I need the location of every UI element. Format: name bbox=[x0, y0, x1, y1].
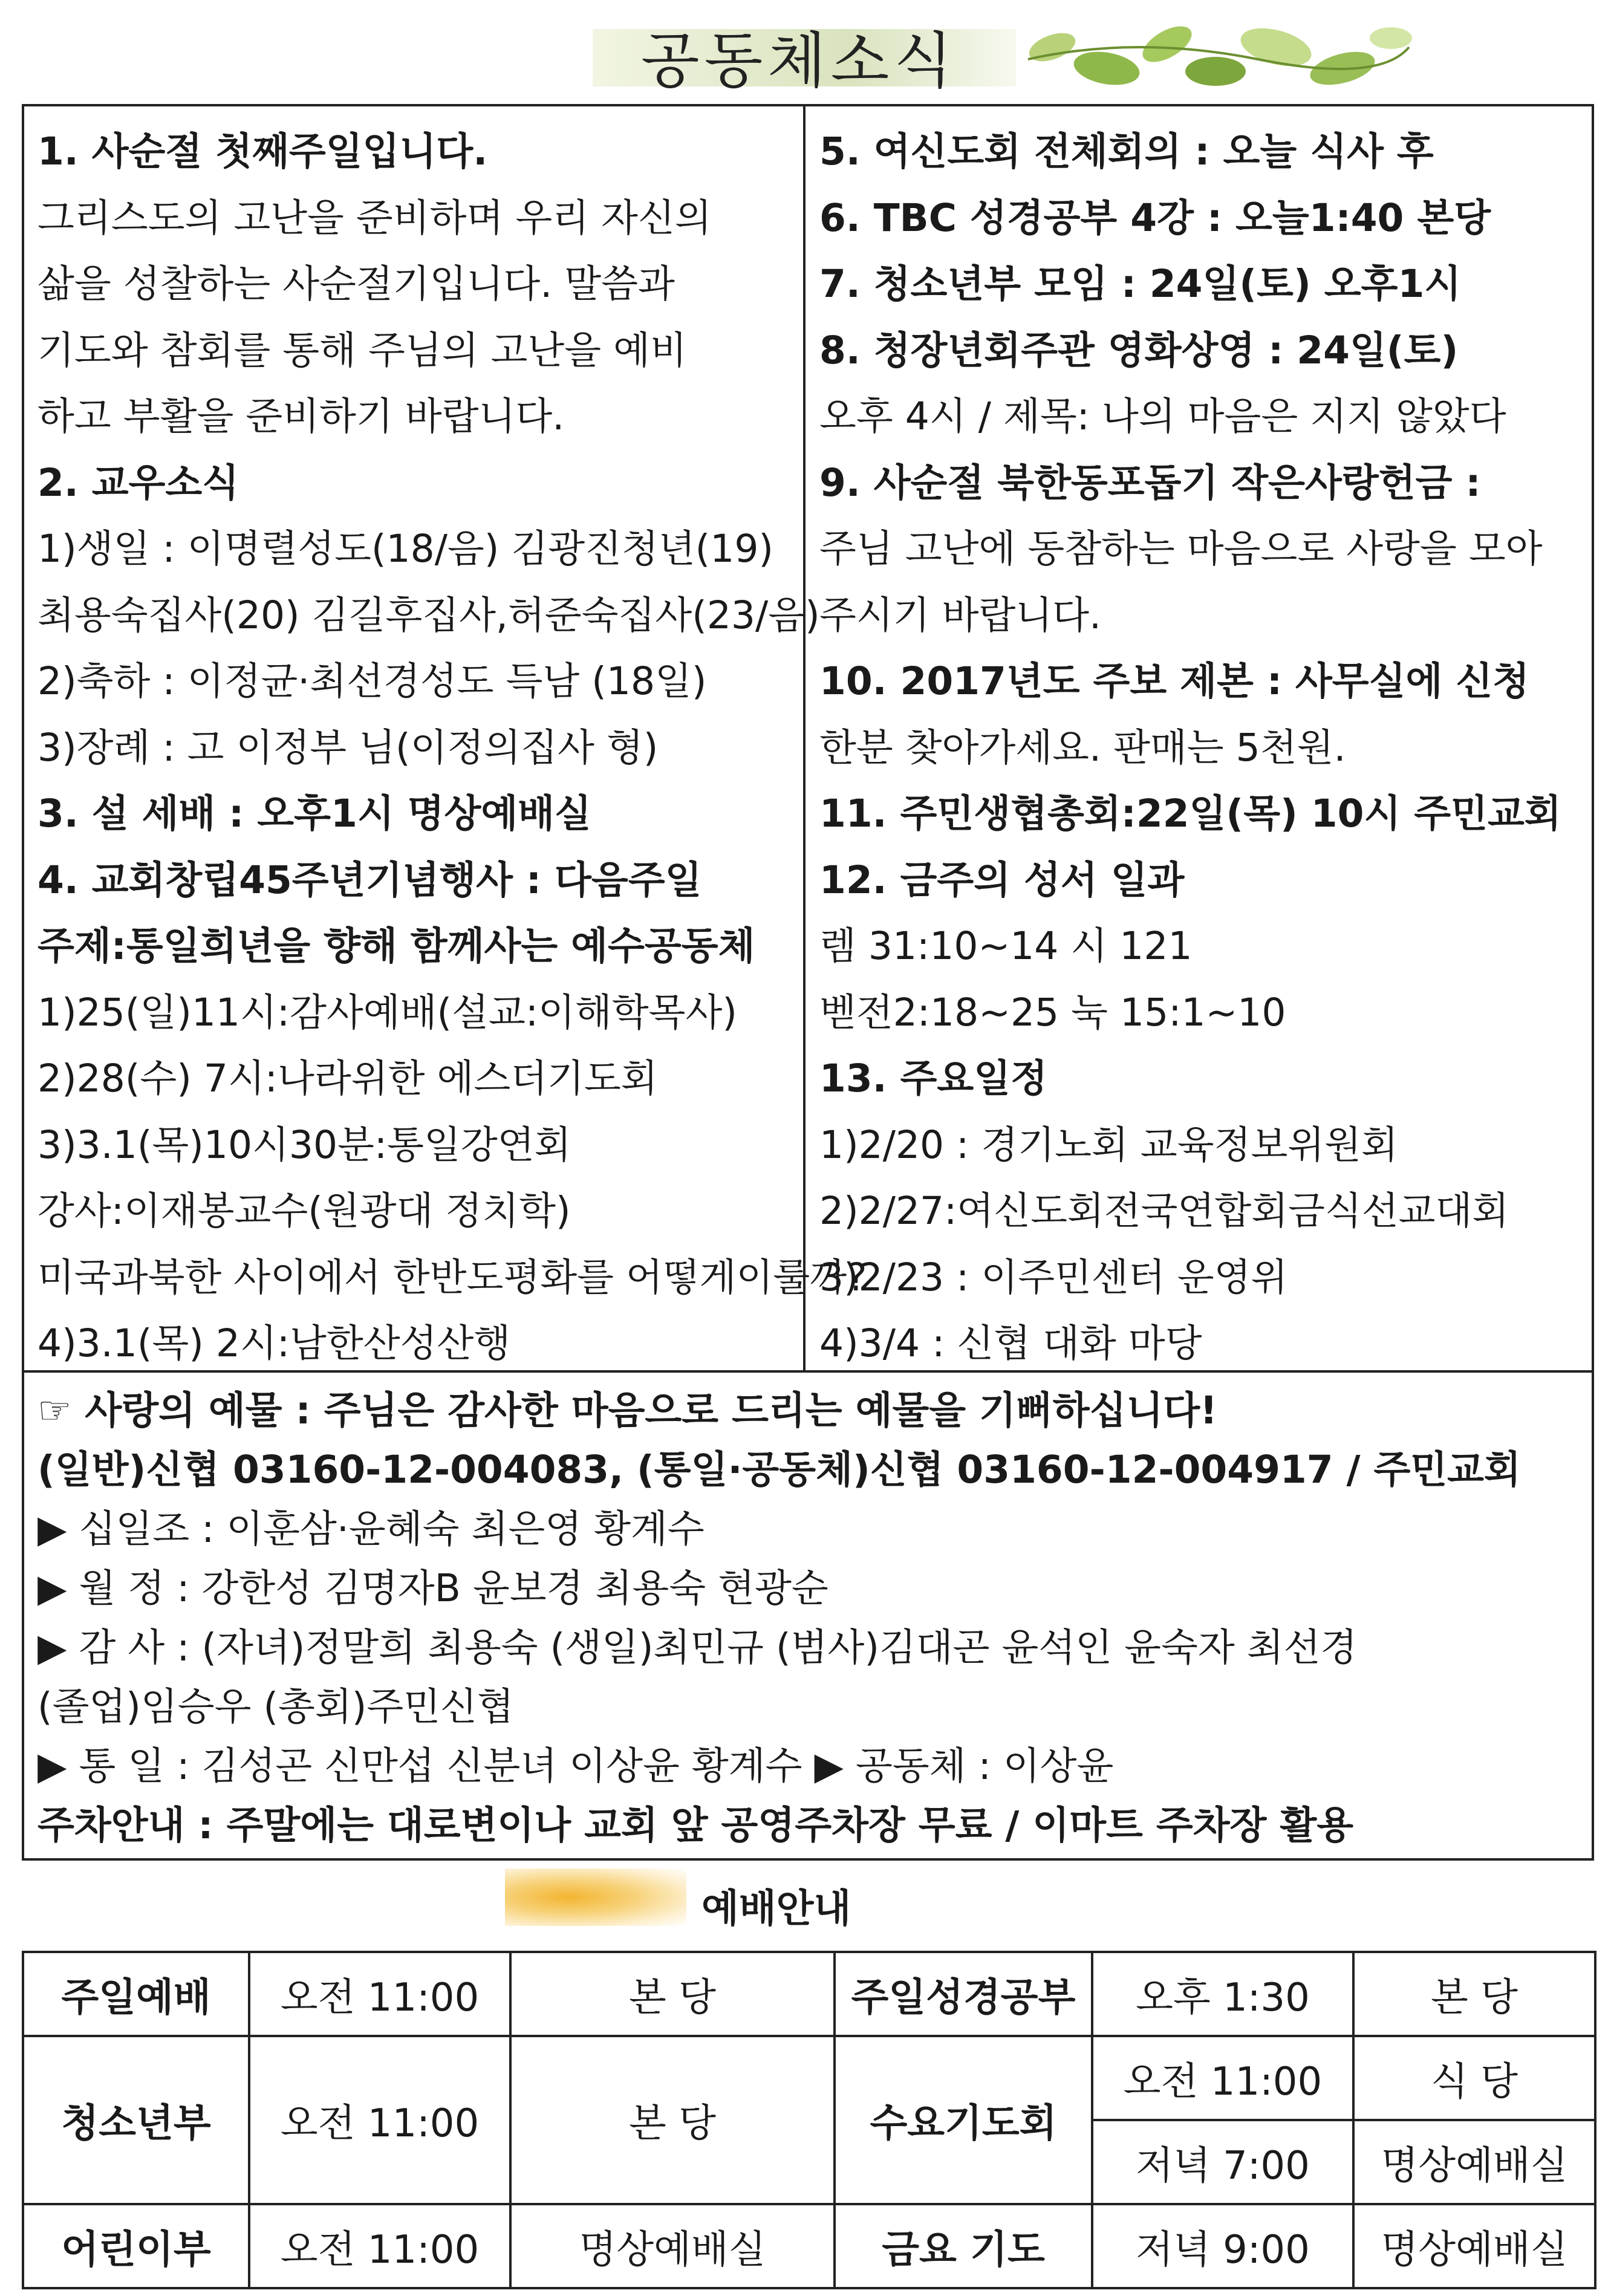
section-divider bbox=[22, 1370, 1594, 1373]
service-time: 오전 11:00 저녁 7:00 bbox=[1092, 2036, 1353, 2204]
service-place: 본 당 bbox=[1353, 1952, 1595, 2036]
lower-line: (졸업)임승우 (총회)주민신협 bbox=[37, 1685, 514, 1729]
left-line: 그리스도의 고난을 준비하며 우리 자신의 bbox=[37, 195, 712, 240]
service-row bbox=[23, 2036, 1595, 2204]
lower-line: (일반)신협 03160-12-004083, (통일·공동체)신협 03160-12-004917 / 주민교회 bbox=[37, 1448, 1521, 1492]
left-line: 주제:통일희년을 향해 함께사는 예수공동체 bbox=[37, 924, 755, 968]
left-line: 하고 부활을 준비하기 바랍니다. bbox=[37, 394, 565, 438]
lower-line: ▶ 통 일 : 김성곤 신만섭 신분녀 이상윤 황계수 ▶ 공동체 : 이상윤 bbox=[37, 1744, 1114, 1788]
left-line: 3)장례 : 고 이정부 님(이정의집사 형) bbox=[37, 725, 659, 770]
left-line: 4. 교회창립45주년기념행사 : 다음주일 bbox=[37, 857, 702, 902]
service-place: 본 당 bbox=[510, 2036, 835, 2204]
service-time: 오전 11:00 bbox=[249, 2036, 510, 2204]
right-line: 11. 주민생협총회:22일(목) 10시 주민교회 bbox=[819, 792, 1561, 836]
right-line: 5. 여신도회 전체회의 : 오늘 식사 후 bbox=[819, 129, 1434, 174]
service-time: 오전 11:00 bbox=[249, 1952, 510, 2036]
left-line: 기도와 참회를 통해 주님의 고난을 예비 bbox=[37, 328, 687, 372]
right-line: 4)3/4 : 신협 대화 마당 bbox=[819, 1321, 1202, 1365]
service-time: 오전 11:00 bbox=[249, 2204, 510, 2288]
left-line: 4)3.1(목) 2시:남한산성산행 bbox=[37, 1321, 511, 1365]
service-time: 오후 1:30 bbox=[1092, 1952, 1353, 2036]
lower-line: 주차안내 : 주말에는 대로변이나 교회 앞 공영주차장 무료 / 이마트 주차장 활용 bbox=[37, 1803, 1354, 1847]
right-line: 벧전2:18~25 눅 15:1~10 bbox=[819, 990, 1286, 1035]
right-line: 12. 금주의 성서 일과 bbox=[819, 857, 1185, 902]
left-line: 3)3.1(목)10시30분:통일강연회 bbox=[37, 1122, 571, 1167]
header bbox=[581, 5, 1439, 96]
right-line: 9. 사순절 북한동포돕기 작은사랑헌금 : bbox=[819, 460, 1481, 505]
page-title: 공동체소식 bbox=[641, 25, 957, 96]
left-line: 3. 설 세배 : 오후1시 명상예배실 bbox=[37, 792, 591, 836]
left-line: 강사:이재봉교수(원광대 정치학) bbox=[37, 1189, 571, 1233]
flower-decoration bbox=[505, 1868, 686, 1926]
right-line: 8. 청장년회주관 영화상영 : 24일(토) bbox=[819, 328, 1459, 372]
right-line: 주시기 바랍니다. bbox=[819, 593, 1102, 637]
service-time: 저녁 9:00 bbox=[1092, 2204, 1353, 2288]
lower-line: ▶ 십일조 : 이훈삼·윤혜숙 최은영 황계수 bbox=[37, 1507, 705, 1551]
service-place: 식 당 명상예배실 bbox=[1353, 2036, 1595, 2204]
right-line: 2)2/27:여신도회전국연합회금식선교대회 bbox=[819, 1189, 1509, 1233]
service-name: 금요 기도 bbox=[835, 2204, 1092, 2288]
lower-line: ▶ 감 사 : (자녀)정말희 최용숙 (생일)최민규 (범사)김대곤 윤석인 윤숙자 최선경 bbox=[37, 1625, 1358, 1670]
right-line: 오후 4시 / 제목: 나의 마음은 지지 않았다 bbox=[819, 394, 1506, 438]
right-line: 6. TBC 성경공부 4강 : 오늘1:40 본당 bbox=[819, 195, 1491, 240]
service-name: 청소년부 bbox=[23, 2036, 249, 2204]
right-line: 렘 31:10~14 시 121 bbox=[819, 924, 1193, 968]
right-line: 10. 2017년도 주보 제본 : 사무실에 신청 bbox=[819, 659, 1530, 703]
right-line: 한분 찾아가세요. 판매는 5천원. bbox=[819, 725, 1346, 770]
right-line: 1)2/20 : 경기노회 교육정보위원회 bbox=[819, 1122, 1398, 1167]
left-line: 2)28(수) 7시:나라위한 에스더기도회 bbox=[37, 1056, 658, 1101]
service-place: 명상예배실 bbox=[1353, 2204, 1595, 2288]
lower-line: ☞ 사랑의 예물 : 주님은 감사한 마음으로 드리는 예물을 기뻐하십니다! bbox=[37, 1388, 1217, 1433]
lower-line: ▶ 월 정 : 강한성 김명자B 윤보경 최용숙 현광순 bbox=[37, 1566, 828, 1610]
left-line: 미국과북한 사이에서 한반도평화를 어떻게이룰까? bbox=[37, 1255, 867, 1299]
right-line: 주님 고난에 동참하는 마음으로 사랑을 모아 bbox=[819, 527, 1543, 571]
left-line: 1. 사순절 첫째주일입니다. bbox=[37, 129, 488, 174]
left-line: 삶을 성찰하는 사순절기입니다. 말씀과 bbox=[37, 262, 675, 306]
right-line: 7. 청소년부 모임 : 24일(토) 오후1시 bbox=[819, 262, 1462, 306]
left-line: 최용숙집사(20) 김길후집사,허준숙집사(23/음) bbox=[37, 593, 820, 637]
right-line: 13. 주요일정 bbox=[819, 1056, 1047, 1101]
right-line: 3)2/23 : 이주민센터 운영위 bbox=[819, 1255, 1288, 1299]
left-line: 2. 교우소식 bbox=[37, 460, 239, 505]
service-row bbox=[23, 1952, 1595, 2036]
service-name: 주일예배 bbox=[23, 1952, 249, 2036]
left-line: 2)축하 : 이정균·최선경성도 득남 (18일) bbox=[37, 659, 707, 703]
left-line: 1)생일 : 이명렬성도(18/음) 김광진청년(19) bbox=[37, 527, 773, 571]
column-divider bbox=[803, 104, 806, 1373]
service-name: 어린이부 bbox=[23, 2204, 249, 2288]
service-row bbox=[23, 2204, 1595, 2288]
service-guide-title: 예배안내 bbox=[701, 1887, 851, 1931]
service-place: 명상예배실 bbox=[510, 2204, 835, 2288]
left-line: 1)25(일)11시:감사예배(설교:이해학목사) bbox=[37, 990, 737, 1035]
service-name: 수요기도회 bbox=[835, 2036, 1092, 2204]
leaves-decoration-icon bbox=[1016, 11, 1415, 93]
service-place: 본 당 bbox=[510, 1952, 835, 2036]
service-name: 주일성경공부 bbox=[835, 1952, 1092, 2036]
service-table bbox=[22, 1951, 1596, 2289]
